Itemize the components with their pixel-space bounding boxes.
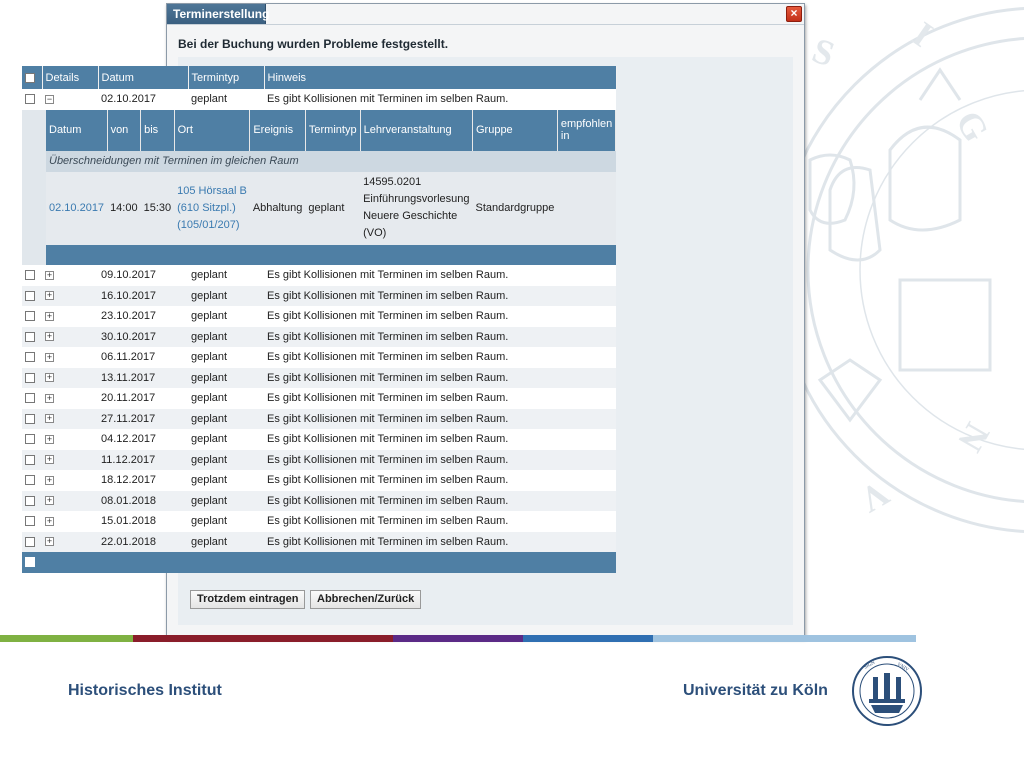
expand-cell	[42, 491, 98, 512]
sub-header-von: von	[107, 110, 141, 151]
row-type: geplant	[191, 515, 228, 528]
footer-select-checkbox[interactable]	[25, 557, 35, 567]
sub-header-termintyp: Termintyp	[305, 110, 360, 151]
expand-cell	[42, 327, 98, 348]
row-note: Es gibt Kollisionen mit Terminen im selben Raum.	[267, 392, 509, 405]
expand-cell	[42, 470, 98, 491]
row-note: Es gibt Kollisionen mit Terminen im selben Raum.	[267, 371, 509, 384]
svg-text:N: N	[950, 416, 998, 459]
close-icon[interactable]: ×	[786, 6, 802, 22]
row-checkbox-cell	[22, 450, 42, 471]
table-row	[22, 409, 616, 430]
row-date: 16.10.2017	[101, 289, 157, 302]
row-checkbox-cell	[22, 409, 42, 430]
row-note: Es gibt Kollisionen mit Terminen im selben Raum.	[267, 453, 509, 466]
row-type: geplant	[191, 351, 228, 364]
dialog-title: Terminerstellung	[167, 4, 266, 24]
expand-icon[interactable]: +	[46, 536, 53, 547]
table-row-expanded	[22, 89, 616, 110]
university-seal-icon	[851, 655, 923, 727]
footer-band-purple	[393, 635, 523, 642]
table-row	[22, 532, 616, 553]
svg-text:G: G	[948, 104, 997, 149]
select-all-checkbox[interactable]	[25, 73, 35, 83]
select-all-cell	[22, 66, 42, 89]
expand-icon[interactable]: +	[46, 413, 53, 424]
sub-von: 14:00	[107, 172, 141, 245]
table-row	[22, 511, 616, 532]
expand-cell	[42, 409, 98, 430]
row-checkbox-cell	[22, 286, 42, 307]
expand-icon[interactable]: +	[46, 515, 53, 526]
row-note: Es gibt Kollisionen mit Terminen im selben Raum.	[267, 494, 509, 507]
expand-cell	[42, 306, 98, 327]
expand-icon[interactable]: +	[46, 269, 53, 280]
row-note: Es gibt Kollisionen mit Terminen im selben Raum.	[267, 535, 509, 548]
table-header-row	[22, 66, 616, 89]
cancel-back-button[interactable]: Abbrechen/Zurück	[310, 590, 421, 609]
row-checkbox[interactable]	[25, 352, 35, 362]
detail-cell	[22, 110, 616, 266]
sub-bis: 15:30	[141, 172, 175, 245]
row-type: geplant	[191, 433, 228, 446]
row-note: Es gibt Kollisionen mit Terminen im selben Raum.	[267, 269, 509, 282]
row-checkbox[interactable]	[25, 537, 35, 547]
svg-text:V: V	[853, 473, 896, 521]
expand-cell	[42, 265, 98, 286]
row-checkbox[interactable]	[25, 270, 35, 280]
row-checkbox-cell	[22, 89, 42, 110]
university-seal-watermark-icon	[770, 0, 1024, 540]
table-row	[22, 286, 616, 307]
row-checkbox[interactable]	[25, 393, 35, 403]
row-note: Es gibt Kollisionen mit Terminen im selben Raum.	[267, 330, 509, 343]
row-date: 18.12.2017	[101, 474, 157, 487]
row-checkbox[interactable]	[25, 414, 35, 424]
sub-header-bis: bis	[141, 110, 175, 151]
sub-ort-link[interactable]: 105 Hörsaal B (610 Sitzpl.) (105/01/207)	[174, 172, 250, 245]
expand-icon[interactable]: +	[46, 474, 53, 485]
svg-text:I: I	[905, 13, 940, 55]
collapse-icon[interactable]: −	[46, 93, 53, 104]
table-row	[22, 388, 616, 409]
header-datum: Datum	[98, 66, 188, 89]
footer-institute: Historisches Institut	[68, 682, 222, 699]
row-type: geplant	[191, 392, 228, 405]
table-footer-bar	[42, 552, 616, 573]
row-note: Es gibt Kollisionen mit Terminen im selben Raum.	[267, 515, 509, 528]
row-date: 15.01.2018	[101, 515, 157, 528]
row-checkbox[interactable]	[25, 332, 35, 342]
sub-empfohlen	[557, 172, 615, 245]
row-type: geplant	[191, 412, 228, 425]
sub-header-ort: Ort	[174, 110, 250, 151]
row-checkbox-cell	[22, 491, 42, 512]
row-checkbox[interactable]	[25, 455, 35, 465]
row-date: 08.01.2018	[101, 494, 157, 507]
expand-icon[interactable]: +	[46, 454, 53, 465]
row-checkbox-cell	[22, 347, 42, 368]
table-row	[22, 306, 616, 327]
sub-ereignis: Abhaltung	[250, 172, 306, 245]
detail-footer-bar	[46, 245, 616, 266]
sub-gruppe: Standardgruppe	[472, 172, 557, 245]
sub-datum[interactable]: 02.10.2017	[46, 172, 107, 245]
row-checkbox[interactable]	[25, 291, 35, 301]
table-row	[22, 368, 616, 389]
row-note: Es gibt Kollisionen mit Terminen im selben Raum.	[267, 433, 509, 446]
table-row	[22, 265, 616, 286]
table-row	[22, 327, 616, 348]
sub-lehrveranstaltung: 14595.0201 Einführungsvorlesung Neuere Geschichte (VO)	[360, 172, 472, 245]
row-checkbox[interactable]	[25, 516, 35, 526]
table-row	[22, 491, 616, 512]
row-type: geplant	[191, 474, 228, 487]
row-date: 23.10.2017	[101, 310, 157, 323]
row-type: geplant	[191, 371, 228, 384]
expand-cell	[42, 429, 98, 450]
expand-icon[interactable]: +	[46, 495, 53, 506]
row-checkbox-cell	[22, 327, 42, 348]
expand-cell	[42, 347, 98, 368]
expand-cell	[42, 511, 98, 532]
row-type: geplant	[191, 453, 228, 466]
row-checkbox-cell	[22, 429, 42, 450]
svg-text:SIGN: SIGN	[863, 660, 877, 671]
detail-footer-row	[46, 245, 616, 266]
row-checkbox[interactable]	[25, 434, 35, 444]
row-type: geplant	[191, 330, 228, 343]
conflict-detail-table	[46, 110, 616, 266]
row-note: Es gibt Kollisionen mit Terminen im selben Raum.	[267, 289, 509, 302]
sub-header-gruppe: Gruppe	[472, 110, 557, 151]
expand-icon[interactable]: +	[46, 351, 53, 362]
footer-checkbox-cell	[22, 552, 42, 573]
svg-text:VNIV: VNIV	[896, 662, 910, 673]
expand-cell	[42, 450, 98, 471]
svg-text:S: S	[807, 29, 840, 75]
row-date: 22.01.2018	[101, 535, 157, 548]
table-row	[22, 470, 616, 491]
expand-cell	[42, 532, 98, 553]
detail-header-row	[46, 110, 616, 151]
row-checkbox[interactable]	[25, 475, 35, 485]
header-hinweis: Hinweis	[264, 66, 616, 89]
row-date: 02.10.2017	[101, 93, 157, 106]
row-date: 06.11.2017	[101, 351, 156, 364]
row-note: Es gibt Kollisionen mit Terminen im selben Raum.	[267, 351, 509, 364]
footer-university: Universität zu Köln	[683, 682, 828, 699]
row-type: geplant	[191, 535, 228, 548]
row-type: geplant	[191, 93, 228, 106]
table-row	[22, 347, 616, 368]
expand-icon[interactable]: +	[46, 433, 53, 444]
detail-row	[22, 110, 616, 266]
row-note: Es gibt Kollisionen mit Terminen im selben Raum.	[267, 93, 509, 106]
row-note: Es gibt Kollisionen mit Terminen im selben Raum.	[267, 412, 509, 425]
header-details: Details	[42, 66, 98, 89]
row-type: geplant	[191, 269, 228, 282]
sub-header-ereignis: Ereignis	[250, 110, 306, 151]
expand-icon[interactable]: +	[46, 331, 53, 342]
detail-group-row	[46, 151, 616, 172]
expand-cell	[42, 368, 98, 389]
row-checkbox[interactable]	[25, 94, 35, 104]
appointments-table	[22, 66, 617, 573]
expand-icon[interactable]: +	[46, 392, 53, 403]
row-date: 20.11.2017	[101, 392, 156, 405]
sub-termintyp: geplant	[305, 172, 360, 245]
row-type: geplant	[191, 494, 228, 507]
table-footer-row	[22, 552, 616, 573]
conflict-group-label: Überschneidungen mit Terminen im gleichen Raum	[46, 151, 616, 172]
table-row	[22, 450, 616, 471]
row-date: 13.11.2017	[101, 371, 156, 384]
row-date: 30.10.2017	[101, 330, 157, 343]
footer-band-red	[133, 635, 393, 642]
row-checkbox-cell	[22, 532, 42, 553]
row-checkbox[interactable]	[25, 496, 35, 506]
row-checkbox[interactable]	[25, 311, 35, 321]
row-type: geplant	[191, 289, 228, 302]
collapse-cell	[42, 89, 98, 110]
row-note: Es gibt Kollisionen mit Terminen im selben Raum.	[267, 310, 509, 323]
expand-cell	[42, 388, 98, 409]
row-checkbox-cell	[22, 306, 42, 327]
row-checkbox-cell	[22, 511, 42, 532]
confirm-anyway-button[interactable]: Trotzdem eintragen	[190, 590, 305, 609]
sub-header-datum: Datum	[46, 110, 107, 151]
detail-data-row	[46, 172, 616, 245]
row-type: geplant	[191, 310, 228, 323]
row-date: 11.12.2017	[101, 453, 156, 466]
expand-icon[interactable]: +	[46, 372, 53, 383]
row-note: Es gibt Kollisionen mit Terminen im selben Raum.	[267, 474, 509, 487]
sub-header-empfohlen: empfohlen in	[557, 110, 615, 151]
row-date: 09.10.2017	[101, 269, 157, 282]
expand-icon[interactable]: +	[46, 310, 53, 321]
dialog-message: Bei der Buchung wurden Probleme festgestellt.	[178, 37, 449, 51]
row-checkbox[interactable]	[25, 373, 35, 383]
header-termintyp: Termintyp	[188, 66, 264, 89]
row-checkbox-cell	[22, 368, 42, 389]
row-checkbox-cell	[22, 470, 42, 491]
footer-band-blue	[523, 635, 653, 642]
sub-header-lehrveranstaltung: Lehrveranstaltung	[360, 110, 472, 151]
expand-cell	[42, 286, 98, 307]
footer-band-lightblue	[653, 635, 916, 642]
row-date: 27.11.2017	[101, 412, 156, 425]
footer-band-green	[0, 635, 133, 642]
row-date: 04.12.2017	[101, 433, 157, 446]
expand-icon[interactable]: +	[46, 290, 53, 301]
row-checkbox-cell	[22, 265, 42, 286]
table-row	[22, 429, 616, 450]
dialog-title-divider	[167, 24, 804, 25]
row-checkbox-cell	[22, 388, 42, 409]
